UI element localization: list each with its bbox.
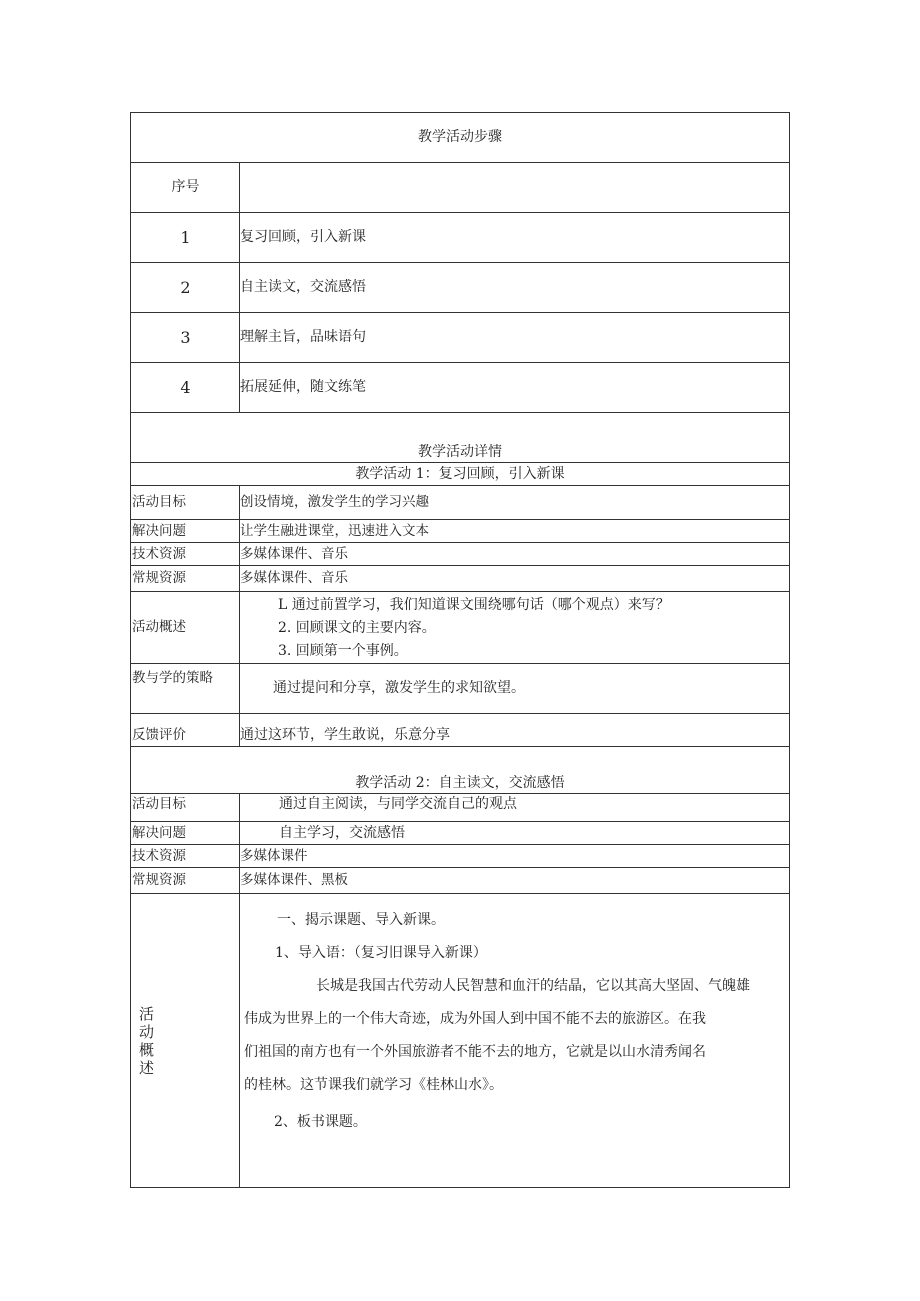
activity1-feedback-row (131, 714, 789, 747)
activity2-problem-row (131, 822, 789, 845)
activity1-problem-row (131, 520, 789, 543)
activity2-regular-label: 常规资源 (131, 868, 240, 893)
overview-label-char: 活 (139, 1004, 155, 1023)
step-number: 1 (131, 213, 240, 262)
activity1-regular-row (131, 566, 789, 592)
seq-header-empty (240, 163, 789, 212)
overview-label-char: 动 (139, 1022, 155, 1041)
step-text: 自主读文，交流感悟 (240, 279, 366, 296)
overview-line: 3. 回顾第一个事例。 (278, 643, 408, 659)
activity1-tech-row (131, 543, 789, 566)
activity2-problem-label: 解决问题 (131, 822, 240, 844)
step-number: 3 (131, 313, 240, 362)
activity1-tech-label: 技术资源 (131, 543, 240, 565)
activity1-tech: 多媒体课件、音乐 (240, 545, 348, 562)
activity2-goal-row (131, 794, 789, 822)
activity1-overview-row (131, 592, 789, 664)
activity1-goal: 创设情境，激发学生的学习兴趣 (240, 494, 429, 511)
step-text: 理解主旨，品味语句 (240, 329, 366, 346)
step-number: 4 (131, 363, 240, 412)
activity2-tech-row (131, 845, 789, 868)
activity1-feedback-label: 反馈评价 (131, 714, 240, 746)
overview-step2: 2、板书课题。 (274, 1114, 367, 1130)
details-title-row (131, 413, 789, 462)
paragraph-line: 们祖国的南方也有一个外国旅游者不能不去的地方，它就是以山水清秀闻名 (244, 1044, 706, 1060)
activity2-regular: 多媒体课件、黑板 (240, 872, 348, 889)
step-text: 拓展延伸，随文练笔 (240, 379, 366, 396)
overview-step1: 一、揭示课题、导入新课。 (277, 912, 445, 928)
activity2-tech-label: 技术资源 (131, 845, 240, 867)
step-row (131, 363, 789, 413)
activity2-overview-row (131, 894, 789, 1187)
activity1-regular: 多媒体课件、音乐 (240, 570, 348, 587)
activity2-title-row (131, 747, 789, 794)
activity1-overview-label: 活动概述 (131, 592, 240, 663)
steps-title: 教学活动步骤 (418, 129, 502, 146)
activity2-goal-label: 活动目标 (131, 794, 240, 821)
overview-intro: 1、导入语：（复习旧课导入新课） (275, 945, 487, 961)
overview-label-char: 概 (139, 1040, 155, 1059)
activity1-problem-label: 解决问题 (131, 520, 240, 542)
step-text: 复习回顾，引入新课 (240, 229, 366, 246)
lesson-plan-table (130, 112, 790, 1188)
activity2-title: 教学活动 2：自主读文，交流感悟 (355, 775, 565, 792)
activity1-strategy-row (131, 664, 789, 714)
activity1-title: 教学活动 1：复习回顾，引入新课 (355, 465, 565, 482)
activity1-overview (240, 592, 789, 663)
step-number: 2 (131, 263, 240, 312)
overview-label-char: 述 (139, 1058, 155, 1077)
activity1-strategy-label: 教与学的策略 (131, 664, 240, 713)
paragraph-line: 长城是我国古代劳动人民智慧和血汗的结晶，它以其高大坚固、气魄雄 (316, 978, 750, 994)
activity1-goal-label: 活动目标 (131, 486, 240, 519)
activity1-title-row (131, 462, 789, 486)
activity1-goal-row (131, 486, 789, 520)
activity1-strategy: 通过提问和分享，激发学生的求知欲望。 (273, 680, 525, 697)
details-title: 教学活动详情 (418, 444, 502, 461)
steps-header-row (131, 163, 789, 213)
activity2-tech: 多媒体课件 (240, 847, 308, 864)
overview-line: 2. 回顾课文的主要内容。 (278, 620, 436, 636)
activity2-regular-row (131, 868, 789, 894)
activity2-overview (240, 894, 789, 1187)
activity2-overview-label (131, 894, 240, 1187)
paragraph-line: 的桂林。这节课我们就学习《桂林山水》。 (244, 1077, 503, 1093)
activity1-problem: 让学生融进课堂，迅速进入文本 (240, 522, 429, 539)
activity2-goal: 通过自主阅读，与同学交流自己的观点 (279, 796, 517, 812)
step-row (131, 263, 789, 313)
activity2-problem: 自主学习，交流感悟 (279, 824, 405, 841)
paragraph-line: 伟成为世界上的一个伟大奇迹，成为外国人到中国不能不去的旅游区。在我 (244, 1011, 706, 1027)
activity1-regular-label: 常规资源 (131, 566, 240, 591)
step-row (131, 213, 789, 263)
seq-header: 序号 (131, 163, 240, 212)
overview-paragraph (240, 970, 789, 1102)
step-row (131, 313, 789, 363)
steps-title-row (131, 113, 789, 163)
activity1-feedback: 通过这环节，学生敢说，乐意分享 (240, 726, 450, 743)
overview-line: L 通过前置学习，我们知道课文围绕哪句话（哪个观点）来写？ (278, 597, 670, 613)
